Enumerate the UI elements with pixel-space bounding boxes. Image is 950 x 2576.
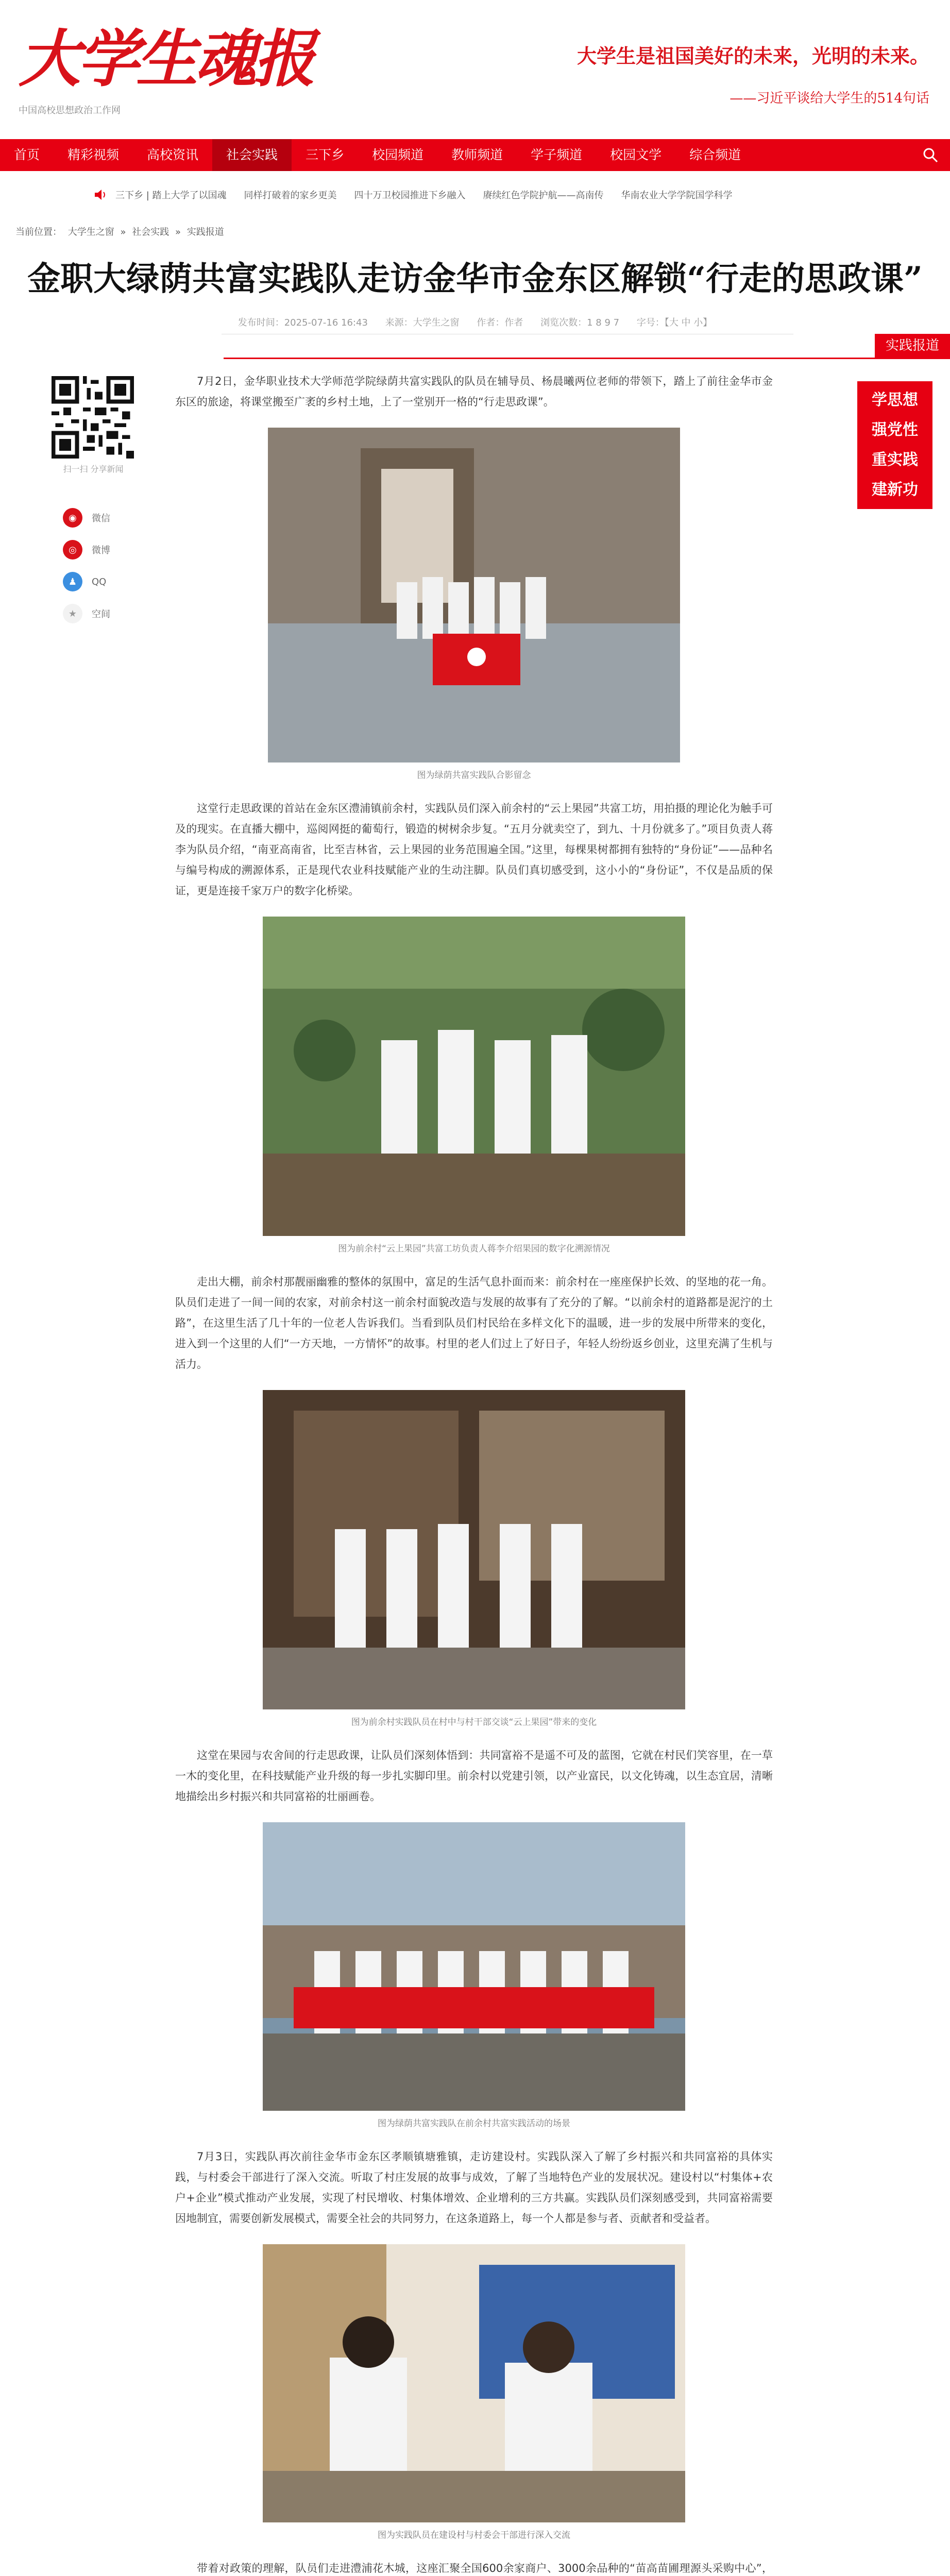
ticker-item[interactable]: 赓续红色学院护航——高南传: [483, 190, 604, 201]
article-author: 作者：作者: [477, 317, 523, 328]
breadcrumb-separator: »: [175, 227, 181, 238]
article-meta: [0, 315, 950, 329]
section-tag[interactable]: 实践报道: [875, 334, 950, 358]
article-paragraph: 7月3日，实践队再次前往金华市金东区孝顺镇塘雅镇，走访建设村。实践队深入了解了乡村振兴和共同富裕的具体实践，与村委会干部进行了深入交流。听取了村庄发展的故事与成效，了解了当地特色产业的发展状况。建设村以“村集体+农户+企业”模式推动产业发展，实现了村民增收、村集体增效、企业增利的三方共赢。实践队员们深刻感受到，共同富裕需要因地制宜，需要创新发展模式，需要全社会的共同努力，在这条道路上，每一个人都是参与者、贡献者和受益者。: [175, 2150, 773, 2225]
side-word: 学思想: [872, 391, 918, 409]
weibo-icon: ◎: [63, 540, 82, 560]
share-label: QQ: [92, 576, 107, 587]
article-paragraph: 带着对政策的理解，队员们走进澧浦花木城，这座汇聚全国600余家商户、3000余品种的“苗高苗圃理源头采购中心”，: [197, 2562, 773, 2574]
article-body: [175, 371, 773, 2576]
article-paragraph: 这堂行走思政课的首站在金东区澧浦镇前余村，实践队员们深入前余村的“云上果园”共富工坊，用拍摄的理论化为触手可及的现实。在直播大棚中，巡阅网挺的葡萄行，锻造的树树余步复。“五月分就卖空了，到九、十月份就多了。”项目负责人蒋李为队员介绍，“南亚高南省，比至吉林省，云上果园的业务范围遍全国。”这里，每棵果树都拥有独特的“身份证”——品种名与编号构成的溯源体系，正是现代农业科技赋能产业的生动注脚。队员们真切感受到，这小小的“身份证”，不仅是品质的保证，更是连接千家万户的数字化桥梁。: [175, 802, 773, 897]
nav-item-home[interactable]: 首页: [14, 147, 40, 162]
breadcrumb-home[interactable]: 大学生之窗: [67, 227, 114, 238]
speaker-icon: [93, 187, 108, 202]
article-photo[interactable]: [263, 1822, 685, 2111]
nav-item-social-practice[interactable]: 社会实践: [212, 139, 292, 171]
nav-item-teachers[interactable]: 教师频道: [451, 147, 503, 162]
nav-item-campus-news[interactable]: 高校资讯: [147, 147, 199, 162]
font-size-switch[interactable]: 字号：【大 中 小】: [636, 317, 712, 328]
share-label: 微信: [92, 513, 110, 524]
main-nav: [0, 139, 950, 171]
article-title: 金职大绿荫共富实践队走访金华市金东区解锁“行走的思政课”: [27, 260, 923, 298]
nav-item-students[interactable]: 学子频道: [531, 147, 583, 162]
site-logo-subtitle: 中国高校思想政治工作网: [19, 105, 121, 116]
ticker-item[interactable]: 同样打破着的家乡更美: [244, 190, 337, 201]
header-slogan: 大学生是祖国美好的未来，光明的未来。: [576, 44, 929, 67]
qq-icon: ♟: [63, 572, 82, 591]
share-weibo[interactable]: [63, 540, 110, 560]
qzone-icon: ★: [63, 604, 82, 623]
qr-caption: 扫一扫 分享新闻: [63, 464, 124, 474]
article-photo[interactable]: [263, 2244, 685, 2522]
article-paragraph: 走出大棚，前余村那靓丽幽雅的整体的氛围中，富足的生活气息扑面而来：前余村在一座座保护长效、的坚地的花一角。队员们走进了一间一间的农家，对前余村这一前余村面貌改造与发展的故事有了充分的了解。“以前余村的道路都是泥泞的土路”，在这里生活了几十年的一位老人告诉我们。当看到队员们村民给在多样文化下的温暖，进一步的发展中所带来的变化，进入到一个这里的人们“一方天地，一方情怀”的故事。村里的老人们过上了好日子，年轻人纷纷返乡创业，这里充满了生机与活力。: [175, 1276, 773, 1370]
nav-item-videos[interactable]: 精彩视频: [67, 147, 120, 162]
breadcrumb: [15, 225, 227, 238]
photo-caption: 图为绿荫共富实践队合影留念: [417, 770, 531, 781]
search-icon[interactable]: [922, 147, 939, 163]
share-qq[interactable]: [63, 572, 106, 591]
photo-caption: 图为绿荫共富实践队在前余村共富实践活动的场景: [378, 2119, 570, 2129]
breadcrumb-separator: »: [120, 227, 126, 238]
site-header: [0, 0, 950, 165]
article-paragraph: 7月2日，金华职业技术大学师范学院绿荫共富实践队的队员在辅导员、杨晨曦两位老师的带领下，踏上了前往金华市金东区的旅途，将课堂搬至广袤的乡村土地，上了一堂别开一格的“行走思政课”。: [175, 375, 773, 408]
share-label: 微博: [92, 545, 110, 556]
side-word: 强党性: [872, 421, 918, 439]
article-photo[interactable]: [263, 917, 685, 1236]
share-qzone[interactable]: [63, 604, 110, 623]
site-logo[interactable]: 大学生魂报: [19, 23, 312, 95]
side-word: 重实践: [872, 451, 918, 469]
side-word: 建新功: [872, 481, 918, 499]
wechat-icon: ◉: [63, 508, 82, 528]
nav-item-general[interactable]: 综合频道: [689, 147, 741, 162]
article-source: 来源：大学生之窗: [385, 317, 460, 328]
nav-item-literature[interactable]: 校园文学: [610, 147, 662, 162]
article-photo[interactable]: [263, 1390, 685, 1709]
photo-caption: 图为前余村“云上果园”共富工坊负责人蒋李介绍果园的数字化溯源情况: [338, 1244, 610, 1254]
ticker-item[interactable]: 四十万卫校园推进下乡融入: [354, 190, 466, 201]
news-ticker: [0, 180, 950, 209]
breadcrumb-section[interactable]: 社会实践: [132, 227, 169, 238]
nav-item-three-rural[interactable]: 三下乡: [306, 147, 345, 162]
view-count: 浏览次数：1 8 9 7: [540, 317, 620, 328]
header-slogan-attribution: ——习近平谈给大学生的514句话: [730, 91, 929, 106]
ticker-item[interactable]: 三下乡 | 踏上大学了以国魂: [115, 190, 227, 201]
qr-code: [52, 376, 134, 459]
article-photo[interactable]: [268, 428, 680, 762]
article-paragraph: 这堂在果园与农舍间的行走思政课，让队员们深刻体悟到：共同富裕不是遥不可及的蓝图，它就在村民们笑容里，在一草一木的变化里，在科技赋能产业升级的每一步扎实脚印里。前余村以党建引领，以产业富民，以文化铸魂，以生态宜居，清晰地描绘出乡村振兴和共同富裕的壮丽画卷。: [175, 1749, 773, 1803]
slogan-side-panel: [857, 381, 932, 509]
share-wechat[interactable]: [63, 508, 110, 528]
nav-item-campus[interactable]: 校园频道: [372, 147, 424, 162]
publish-date: 发布时间：2025-07-16 16:43: [237, 317, 368, 328]
breadcrumb-prefix: 当前位置：: [15, 227, 62, 238]
breadcrumb-current[interactable]: 实践报道: [186, 227, 224, 238]
photo-caption: 图为前余村实践队员在村中与村干部交谈“云上果园”带来的变化: [351, 1717, 597, 1727]
share-label: 空间: [92, 609, 110, 620]
section-tag-bar: [224, 358, 950, 359]
photo-caption: 图为实践队员在建设村与村委会干部进行深入交流: [378, 2530, 570, 2540]
ticker-item[interactable]: 华南农业大学学院国学科学: [621, 190, 733, 201]
